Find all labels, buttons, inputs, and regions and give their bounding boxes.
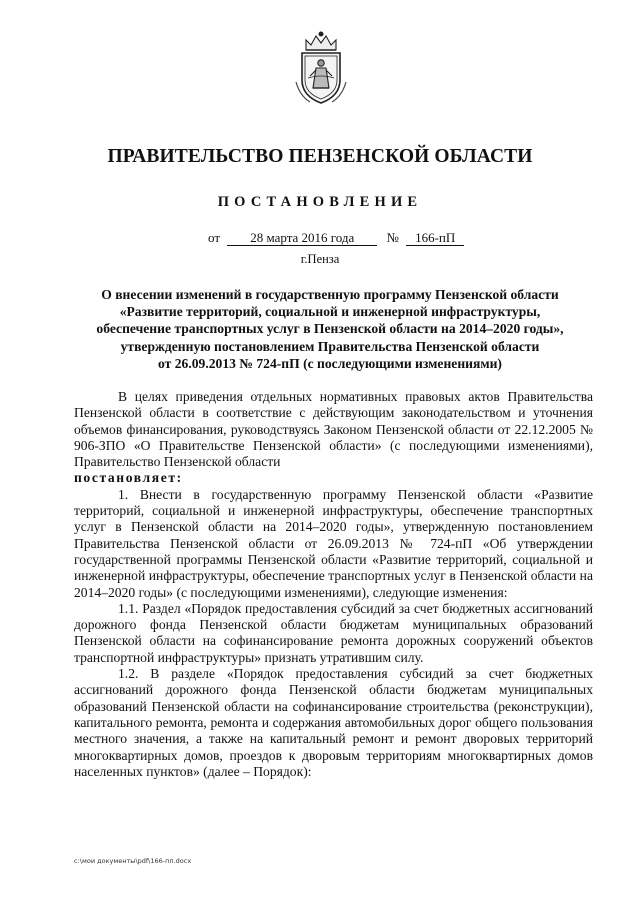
item-1-1-paragraph: 1.1. Раздел «Порядок предоставления субсидий за счет бюджетных ассигнований дорожного фонда Пензенской области бюджетам муниципальных образований Пензенской области на софинансирование ремонта дорожных сооружений объектов транспортной инфраструктуры» признать утратившим силу. xyxy=(74,600,593,665)
document-subject xyxy=(74,286,586,372)
document-date: 28 марта 2016 года xyxy=(227,231,377,246)
subject-line: О внесении изменений в государственную программу Пензенской области xyxy=(101,287,559,302)
subject-line: от 26.09.2013 № 724-пП (с последующими изменениями) xyxy=(158,355,502,371)
preamble-paragraph: В целях приведения отдельных нормативных правовых актов Правительства Пензенской области в соответствие с действующим законодательством и уточнения объемов финансирования, руководствуясь Законом Пензенской области от 22.12.2005 № 906-ЗПО «О Правительстве Пензенской области» (с последующими изменениями), Правительство Пензенской области xyxy=(74,389,593,470)
resolves-line xyxy=(74,470,593,486)
city: г.Пенза xyxy=(300,252,340,266)
resolves-word: постановляет: xyxy=(74,470,183,486)
document-body xyxy=(74,389,593,780)
government-title: ПРАВИТЕЛЬСТВО ПЕНЗЕНСКОЙ ОБЛАСТИ xyxy=(107,146,533,167)
date-prefix: от xyxy=(208,230,221,245)
number-prefix: № xyxy=(386,230,399,245)
item-1-2-paragraph: 1.2. В разделе «Порядок предоставления субсидий за счет бюджетных ассигнований дорожного фонда Пензенской области бюджетам муниципальных образований Пензенской области на софинансирование строительства (реконструкции), капитального ремонта, ремонта и содержания автомобильных дорог общего пользования местного значения, а также на капитальный ремонт и ремонт дворовых территорий многоквартирных домов, проездов к дворовым территориям многоквартирных домов населенных пунктов» (далее – Порядок): xyxy=(74,666,593,779)
document-type: ПОСТАНОВЛЕНИЕ xyxy=(217,194,423,210)
subject-line: обеспечение транспортных услуг в Пензенской области на 2014–2020 годы», xyxy=(96,321,564,337)
file-path-footer: c:\мои документы\pdf\166-пп.docx xyxy=(74,857,192,865)
coat-of-arms-emblem xyxy=(294,30,348,106)
subject-line: «Развитие территорий, социальной и инженерной инфраструктуры, xyxy=(119,304,541,320)
subject-line: утвержденную постановлением Правительства Пензенской области xyxy=(120,338,540,354)
document-number: 166-пП xyxy=(406,231,464,246)
item-1-paragraph: 1. Внести в государственную программу Пензенской области «Развитие территорий, социальной и инженерной инфраструктуры, обеспечение транспортных услуг в Пензенской области на 2014–2020 годы», утвержденную постановлением Правительства Пензенской области от 26.09.2013 № 724-пП «Об утверждении государственной программы Пензенской области «Развитие территорий, социальной и инженерной инфраструктуры, обеспечение транспортных услуг в Пензенской области на 2014–2020 годы» (с последующими изменениями), следующие изменения: xyxy=(74,486,593,600)
date-number-line xyxy=(208,230,464,246)
